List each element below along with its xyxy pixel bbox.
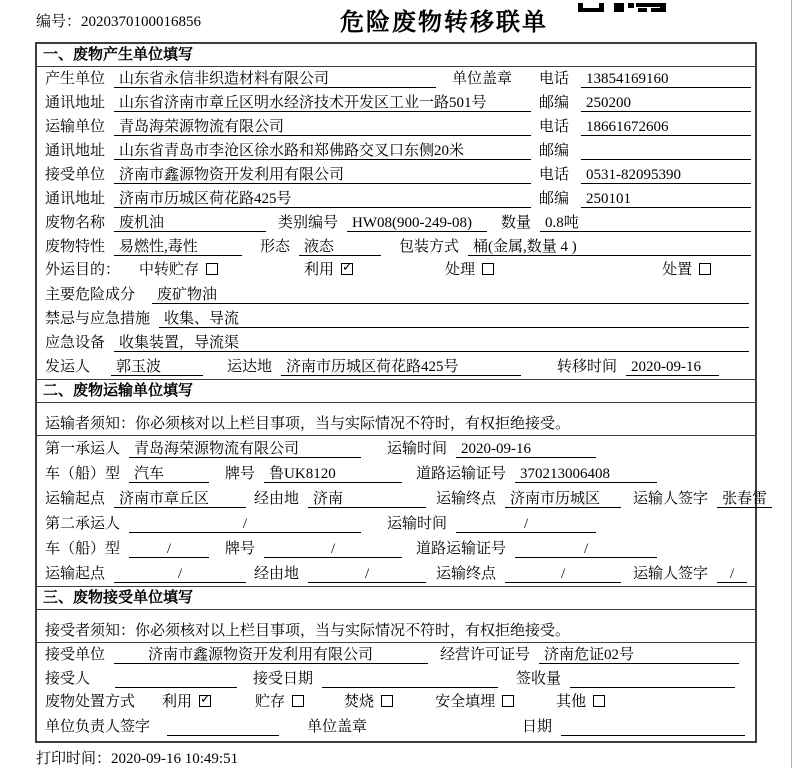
- transporter-notice: 运输者须知：你必须核对以上栏目事项，当与实际情况不符时，有权拒绝接受。: [37, 403, 755, 436]
- responsible-sign-label: 单位负责人签字: [45, 719, 151, 735]
- disposal-method-label: 废物处置方式: [45, 693, 136, 710]
- producer-phone-label: 电话: [539, 71, 570, 87]
- option-label: 利用: [304, 261, 335, 278]
- responsible-sign-value: [167, 718, 279, 736]
- option-label: 其他: [556, 693, 587, 710]
- transporter-unit-value: 青岛海荣源物流有限公司: [114, 118, 531, 136]
- receiver-zip-label: 邮编: [539, 191, 570, 207]
- checkbox-icon: [381, 695, 393, 707]
- receiver-unit-row: [37, 163, 755, 187]
- form-state-label: 形态: [260, 239, 291, 255]
- disposal-option-incinerate: [344, 693, 393, 711]
- vehicle-type-2-value: /: [129, 540, 209, 558]
- document-header: [0, 0, 796, 42]
- transporter-sign-1-label: 运输人签字: [633, 491, 709, 507]
- received-amount-value: [570, 670, 735, 688]
- packaging-value: 桶(金属,数量 4 ): [468, 238, 751, 256]
- section-2-body: [37, 436, 768, 587]
- terminus-2-value: /: [505, 565, 621, 583]
- producer-phone-value: 13854169160: [581, 70, 751, 88]
- transporter-phone-value: 18661672606: [581, 118, 751, 136]
- receiver-phone-label: 电话: [539, 167, 570, 183]
- second-carrier-row: [37, 511, 755, 536]
- receive-unit-row: [37, 643, 755, 667]
- road-permit-2-label: 道路运输证号: [416, 541, 507, 557]
- transporter-zip-value: [581, 142, 751, 160]
- destination-value: 济南市历城区荷花路425号: [281, 358, 521, 376]
- waste-traits-value: 易燃性,毒性: [114, 238, 242, 256]
- print-time: [36, 747, 238, 768]
- transporter-sign-2-value: /: [717, 565, 747, 583]
- purpose-option-utilize: [304, 261, 353, 279]
- road-permit-2-value: /: [515, 540, 657, 558]
- terminus-1-label: 运输终点: [436, 491, 497, 507]
- purpose-option-treat: [445, 261, 494, 279]
- date-label: 日期: [522, 719, 553, 735]
- shipper-row: [37, 355, 755, 379]
- transporter-unit-label: 运输单位: [45, 119, 106, 135]
- manifest-form-table: [35, 42, 768, 743]
- route-row-2: [37, 561, 755, 586]
- section-1-body: [37, 67, 755, 380]
- qr-code-fragment: [578, 0, 666, 17]
- option-label: 处置: [662, 261, 693, 278]
- road-permit-1-value: 370213006408: [515, 465, 657, 483]
- section-2-header: 二、废物运输单位填写: [37, 380, 755, 403]
- vehicle-type-1-label: 车（船）型: [45, 466, 121, 482]
- quantity-value: 0.8吨: [540, 214, 751, 232]
- shipper-value: 郭玉波: [111, 358, 203, 376]
- quantity-label: 数量: [501, 215, 532, 231]
- transport-date-1-value: 2020-09-16: [456, 440, 596, 458]
- disposal-method-row: [37, 691, 755, 715]
- receiver-address-label: 通讯地址: [45, 191, 106, 207]
- producer-unit-row: [37, 67, 755, 91]
- receiver-unit-label: 接受单位: [45, 167, 106, 183]
- emergency-measures-value: 收集、导流: [159, 310, 749, 328]
- transporter-address-label: 通讯地址: [45, 143, 106, 159]
- waste-name-label: 废物名称: [45, 215, 106, 231]
- route-row-1: [37, 486, 768, 511]
- disposal-option-store: [255, 693, 304, 711]
- producer-address-value: 山东省济南市章丘区明水经济技术开发区工业一路501号: [114, 94, 531, 112]
- transporter-address-row: [37, 139, 755, 163]
- transporter-address-value: 山东省青岛市李沧区徐水路和郑佛路交叉口东侧20米: [114, 142, 531, 160]
- second-carrier-label: 第二承运人: [45, 516, 121, 532]
- disposal-option-landfill: [435, 693, 514, 711]
- receiver-unit-value: 济南市鑫源物资开发利用有限公司: [114, 166, 531, 184]
- receiver-person-label: 接受人: [45, 671, 91, 687]
- form-state-value: 液态: [299, 238, 381, 256]
- via-2-label: 经由地: [254, 566, 300, 582]
- receiver-person-row: [37, 667, 755, 691]
- unit-seal-label: 单位盖章: [452, 71, 513, 87]
- producer-address-label: 通讯地址: [45, 95, 106, 111]
- plate-1-label: 牌号: [225, 466, 256, 482]
- vehicle-row-1: [37, 461, 755, 486]
- purpose-label: 外运目的：: [45, 261, 121, 278]
- checkbox-icon: [502, 695, 514, 707]
- receive-date-value: [322, 670, 498, 688]
- emergency-measures-row: [37, 307, 755, 331]
- hazard-component-label: 主要危险成分: [45, 287, 136, 303]
- checkbox-icon: [593, 695, 605, 707]
- transfer-date-label: 转移时间: [557, 359, 618, 375]
- vehicle-type-1-value: 汽车: [129, 465, 209, 483]
- license-no-value: 济南危证02号: [539, 646, 739, 664]
- receiver-address-row: [37, 187, 755, 211]
- emergency-measures-label: 禁忌与应急措施: [45, 311, 151, 327]
- serial-label: 编号：: [36, 14, 82, 30]
- receive-unit-value: 济南市鑫源物资开发利用有限公司: [114, 646, 428, 664]
- emergency-equipment-label: 应急设备: [45, 335, 106, 351]
- receiver-zip-value: 250101: [581, 190, 751, 208]
- page-title: 危险废物转移联单: [340, 9, 548, 36]
- receive-unit-label: 接受单位: [45, 647, 106, 663]
- unit-seal-label-2: 单位盖章: [307, 719, 368, 735]
- page-edge-line: [791, 0, 792, 768]
- receiver-person-value: [115, 670, 237, 688]
- transporter-zip-label: 邮编: [539, 143, 570, 159]
- transporter-sign-1-value: 张春雷: [717, 490, 772, 508]
- option-label: 中转贮存: [139, 261, 200, 278]
- first-carrier-label: 第一承运人: [45, 441, 121, 457]
- waste-traits-row: [37, 235, 755, 259]
- transport-date-1-label: 运输时间: [387, 441, 448, 457]
- checkbox-icon: [699, 263, 711, 275]
- category-code-label: 类别编号: [278, 215, 339, 231]
- producer-zip-label: 邮编: [539, 95, 570, 111]
- producer-unit-value: 山东省永信非织造材料有限公司: [114, 70, 436, 88]
- option-label: 焚烧: [344, 693, 375, 710]
- terminus-1-value: 济南市历城区: [505, 490, 621, 508]
- checkbox-icon: [199, 695, 211, 707]
- producer-unit-label: 产生单位: [45, 71, 106, 87]
- vehicle-row-2: [37, 536, 755, 561]
- destination-label: 运达地: [227, 359, 273, 375]
- receiver-address-value: 济南市历城区荷花路425号: [114, 190, 531, 208]
- transporter-phone-label: 电话: [539, 119, 570, 135]
- vehicle-type-2-label: 车（船）型: [45, 541, 121, 557]
- transfer-date-value: 2020-09-16: [626, 358, 719, 376]
- purpose-row: [37, 259, 755, 283]
- first-carrier-value: 青岛海荣源物流有限公司: [129, 440, 361, 458]
- terminus-2-label: 运输终点: [436, 566, 497, 582]
- checkbox-icon: [206, 263, 218, 275]
- disposal-option-utilize: [162, 693, 211, 711]
- second-carrier-value: /: [129, 515, 361, 533]
- waste-traits-label: 废物特性: [45, 239, 106, 255]
- shipper-label: 发运人: [45, 359, 91, 375]
- section-3-header: 三、废物接受单位填写: [37, 587, 755, 610]
- waste-name-value: 废机油: [114, 214, 266, 232]
- section-3-body: [37, 643, 755, 739]
- first-carrier-row: [37, 436, 755, 461]
- origin-2-label: 运输起点: [45, 566, 106, 582]
- receive-date-label: 接受日期: [253, 671, 314, 687]
- responsible-sign-row: [37, 715, 755, 739]
- purpose-option-dispose: [662, 261, 711, 279]
- road-permit-1-label: 道路运输证号: [416, 466, 507, 482]
- plate-2-value: /: [264, 540, 402, 558]
- producer-zip-value: 250200: [581, 94, 751, 112]
- print-time-label: 打印时间：: [36, 751, 112, 767]
- transporter-sign-2-label: 运输人签字: [633, 566, 709, 582]
- transport-date-2-label: 运输时间: [387, 516, 448, 532]
- producer-address-row: [37, 91, 755, 115]
- checkbox-icon: [292, 695, 304, 707]
- transport-date-2-value: /: [456, 515, 596, 533]
- date-value: [561, 718, 745, 736]
- receiver-phone-value: 0531-82095390: [581, 166, 751, 184]
- plate-1-value: 鲁UK8120: [264, 465, 402, 483]
- disposal-option-other: [556, 693, 605, 711]
- received-amount-label: 签收量: [516, 671, 562, 687]
- serial-value: 2020370100016856: [81, 14, 202, 30]
- print-time-value: 2020-09-16 10:49:51: [111, 751, 239, 767]
- option-label: 安全填埋: [435, 693, 496, 710]
- option-label: 处理: [445, 261, 476, 278]
- option-label: 利用: [162, 693, 193, 710]
- hazard-component-row: [37, 283, 755, 307]
- emergency-equipment-value: 收集装置，导流渠: [114, 334, 749, 352]
- emergency-equipment-row: [37, 331, 755, 355]
- receiver-notice: 接受者须知：你必须核对以上栏目事项，当与实际情况不符时，有权拒绝接受。: [37, 610, 755, 643]
- plate-2-label: 牌号: [225, 541, 256, 557]
- via-1-value: 济南: [308, 490, 426, 508]
- origin-1-label: 运输起点: [45, 491, 106, 507]
- waste-name-row: [37, 211, 755, 235]
- category-code-value: HW08(900-249-08): [347, 214, 487, 232]
- hazard-component-value: 废矿物油: [152, 286, 749, 304]
- license-no-label: 经营许可证号: [440, 647, 531, 663]
- section-1-header: 一、废物产生单位填写: [37, 44, 755, 67]
- option-label: 贮存: [255, 693, 286, 710]
- origin-2-value: /: [114, 565, 246, 583]
- checkbox-icon: [341, 263, 353, 275]
- packaging-label: 包装方式: [399, 239, 460, 255]
- via-2-value: /: [308, 565, 426, 583]
- origin-1-value: 济南市章丘区: [114, 490, 246, 508]
- checkbox-icon: [482, 263, 494, 275]
- purpose-option-transfer-storage: [139, 261, 218, 279]
- transporter-unit-row: [37, 115, 755, 139]
- via-1-label: 经由地: [254, 491, 300, 507]
